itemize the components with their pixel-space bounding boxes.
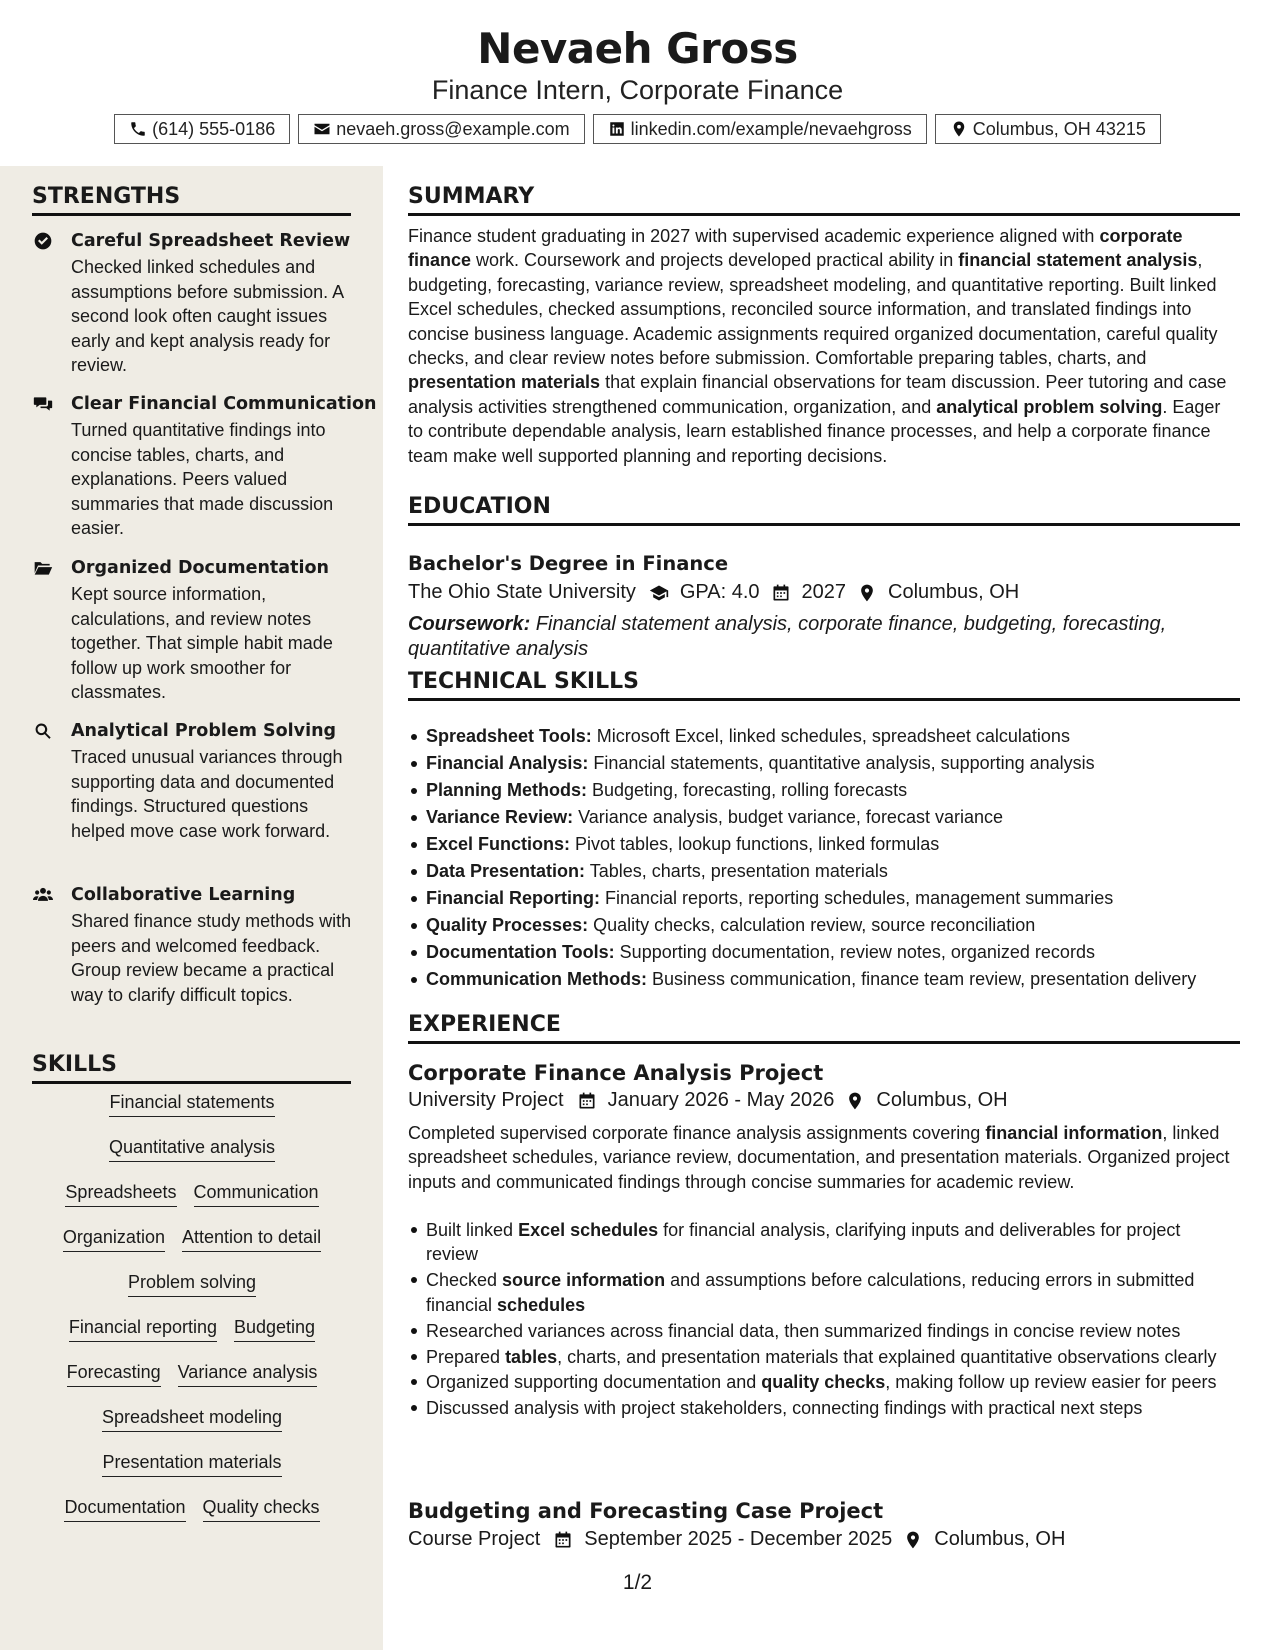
technical-skill-item <box>426 778 1240 805</box>
calendar-icon <box>577 1091 597 1111</box>
summary-heading: SUMMARY <box>408 184 1240 216</box>
skill-row <box>32 1497 352 1542</box>
contact-location <box>935 114 1161 144</box>
experience-meta <box>408 1528 1065 1551</box>
contact-bar <box>0 114 1275 144</box>
search-icon <box>32 721 54 743</box>
skill-values: Supporting documentation, review notes, organized records <box>614 942 1095 962</box>
text-run: Built linked <box>426 1220 519 1240</box>
technical-skill-item <box>426 940 1240 967</box>
phone-text: (614) 555-0186 <box>152 118 276 139</box>
contact-phone[interactable] <box>114 114 290 144</box>
technical-skill-item <box>426 751 1240 778</box>
experience-bullet <box>426 1319 1232 1343</box>
users-icon <box>32 885 54 907</box>
skill-row <box>32 1317 352 1362</box>
skill-values: Financial reports, reporting schedules, management summaries <box>600 888 1114 908</box>
skills-heading: SKILLS <box>32 1052 351 1084</box>
skill-values: Financial statements, quantitative analysis, supporting analysis <box>588 753 1095 773</box>
text-run: , linked spreadsheet schedules, variance review, documentation, and presentation materials. Organized project inputs and communicated findings through concise summaries for academic review. <box>408 1123 1230 1192</box>
skill-category: Variance Review: <box>426 807 574 827</box>
skill-tag: Problem solving <box>128 1272 256 1297</box>
skill-category: Planning Methods: <box>426 780 587 800</box>
emphasis-text: Excel schedules <box>518 1220 659 1240</box>
strength-title: Analytical Problem Solving <box>71 721 337 741</box>
check-circle-icon <box>32 231 54 253</box>
text-run: Completed supervised corporate finance analysis assignments covering <box>408 1123 986 1143</box>
skill-row <box>32 1452 352 1497</box>
text-run: , making follow up review easier for peers <box>885 1372 1217 1393</box>
coursework <box>408 612 1240 661</box>
skill-category: Financial Reporting: <box>426 888 601 908</box>
emphasis-text: tables <box>505 1346 558 1367</box>
technical-skills-heading: TECHNICAL SKILLS <box>408 669 1240 701</box>
skills-list <box>32 1092 352 1542</box>
contact-email[interactable] <box>298 114 584 144</box>
text-run: Prepared <box>426 1346 506 1367</box>
skill-category: Quality Processes: <box>426 915 589 935</box>
technical-skills-list <box>426 724 1240 994</box>
strength-title: Clear Financial Communication <box>71 394 377 414</box>
skill-category: Documentation Tools: <box>426 942 615 962</box>
map-marker-icon <box>845 1091 865 1111</box>
skill-category: Data Presentation: <box>426 861 586 881</box>
skill-values: Pivot tables, lookup functions, linked formulas <box>570 834 940 854</box>
map-marker-icon <box>903 1530 923 1550</box>
experience-dates: September 2025 - December 2025 <box>584 1528 893 1550</box>
graduation-year: 2027 <box>801 581 847 603</box>
experience-title: Budgeting and Forecasting Case Project <box>408 1499 884 1523</box>
education-heading: EDUCATION <box>408 494 1240 526</box>
strength-description: Shared finance study methods with peers and welcomed feedback. Group review became a practical way to clarify difficult topics. <box>71 911 352 1005</box>
skill-values: Variance analysis, budget variance, forecast variance <box>573 807 1003 827</box>
text-run: , charts, and presentation materials that explained quantitative observations clearly <box>557 1346 1217 1367</box>
skill-tag: Financial reporting <box>69 1317 217 1342</box>
skill-tag: Quantitative analysis <box>109 1137 275 1162</box>
folder-open-icon <box>32 558 54 580</box>
experience-location: Columbus, OH <box>934 1528 1066 1550</box>
skill-category: Spreadsheet Tools: <box>426 726 592 746</box>
school-name: The Ohio State University <box>408 581 636 603</box>
text-run: Organized supporting documentation and <box>426 1372 762 1393</box>
skill-tag: Attention to detail <box>182 1227 321 1252</box>
phone-icon <box>129 120 147 138</box>
skill-tag: Documentation <box>64 1497 185 1522</box>
linkedin-icon <box>608 120 626 138</box>
experience-bullet <box>426 1370 1232 1394</box>
skill-row <box>32 1407 352 1452</box>
emphasis-text: financial information <box>985 1123 1163 1143</box>
text-run: Checked <box>426 1270 503 1291</box>
skill-category: Excel Functions: <box>426 834 571 854</box>
skill-tag: Budgeting <box>234 1317 315 1342</box>
emphasis-text: financial statement analysis <box>958 250 1198 271</box>
calendar-icon <box>553 1530 573 1550</box>
calendar-icon <box>771 583 791 603</box>
skill-row <box>32 1272 352 1317</box>
emphasis-text: analytical problem solving <box>936 396 1163 417</box>
page-number: 1/2 <box>622 1571 653 1594</box>
experience-description <box>408 1121 1240 1194</box>
skill-row <box>32 1092 352 1137</box>
skill-row <box>32 1227 352 1272</box>
gpa-text: GPA: 4.0 <box>679 581 760 603</box>
technical-skill-item <box>426 913 1240 940</box>
emphasis-text: source information <box>502 1270 666 1291</box>
experience-dates: January 2026 - May 2026 <box>607 1089 835 1111</box>
strength-description: Turned quantitative findings into concise tables, charts, and explanations. Peers valued summaries that made discussion easier. <box>71 420 334 538</box>
candidate-name: Nevaeh Gross <box>477 24 798 73</box>
experience-bullet <box>426 1345 1232 1369</box>
technical-skill-item <box>426 805 1240 832</box>
skill-category: Communication Methods: <box>426 969 647 989</box>
technical-skill-item <box>426 859 1240 886</box>
technical-skill-item <box>426 832 1240 859</box>
experience-bullet <box>426 1218 1232 1267</box>
skill-row <box>32 1362 352 1407</box>
linkedin-text: linkedin.com/example/nevaehgross <box>630 118 912 139</box>
skill-values: Quality checks, calculation review, source reconciliation <box>588 915 1036 935</box>
strength-description: Traced unusual variances through supporting data and documented findings. Structured questions helped move case work forward. <box>71 747 343 841</box>
skill-tag: Quality checks <box>203 1497 320 1522</box>
education-meta <box>408 581 1019 604</box>
technical-skill-item <box>426 967 1240 994</box>
text-run: . Eager to contribute dependable analysis, learn established finance processes, and help a corporate finance team make well supported planning and reporting decisions. <box>408 396 1221 466</box>
comments-icon <box>32 394 54 416</box>
experience-org: University Project <box>408 1089 564 1111</box>
skill-tag: Spreadsheet modeling <box>102 1407 282 1432</box>
skill-tag: Organization <box>63 1227 165 1252</box>
graduation-cap-icon <box>649 583 669 603</box>
emphasis-text: corporate finance <box>408 226 1183 271</box>
candidate-title: Finance Intern, Corporate Finance <box>431 75 844 105</box>
skill-tag: Variance analysis <box>178 1362 318 1387</box>
technical-skill-item <box>426 724 1240 751</box>
experience-heading: EXPERIENCE <box>408 1012 1240 1044</box>
location-text: Columbus, OH 43215 <box>972 118 1146 139</box>
summary-text <box>408 224 1240 468</box>
skill-row <box>32 1182 352 1227</box>
skill-values: Microsoft Excel, linked schedules, spreadsheet calculations <box>591 726 1070 746</box>
strengths-heading: STRENGTHS <box>32 184 351 216</box>
map-marker-icon <box>857 583 877 603</box>
text-run: , budgeting, forecasting, variance review, spreadsheet modeling, and quantitative reporting. Built linked Excel schedules, checked assumptions, reconciled source information, and translated findings into concise business language. Academic assignments required organized documentation, careful quality checks, and clear review notes before submission. Comfortable preparing tables, charts, and <box>408 250 1218 369</box>
strength-title: Careful Spreadsheet Review <box>71 231 351 251</box>
skill-category: Financial Analysis: <box>426 753 589 773</box>
text-run: Discussed analysis with project stakeholders, connecting findings with practical next steps <box>426 1398 1143 1419</box>
text-run: Researched variances across financial data, then summarized findings in concise review notes <box>426 1320 1181 1341</box>
emphasis-text: schedules <box>497 1294 586 1315</box>
strength-description: Kept source information, calculations, and review notes together. That simple habit made follow up work smoother for classmates. <box>71 584 333 702</box>
strength-title: Organized Documentation <box>71 558 329 578</box>
text-run: Finance student graduating in 2027 with supervised academic experience aligned with <box>408 226 1100 246</box>
strength-title: Collaborative Learning <box>71 885 296 905</box>
email-text: nevaeh.gross@example.com <box>336 118 570 139</box>
degree-title: Bachelor's Degree in Finance <box>408 552 729 575</box>
text-run: that explain financial observations for team discussion. Peer tutoring and case analysis activities strengthened communication, organization, and <box>408 372 1227 417</box>
coursework-text: Financial statement analysis, corporate finance, budgeting, forecasting, quantitative analysis <box>408 613 1167 660</box>
skill-tag: Spreadsheets <box>65 1182 176 1207</box>
emphasis-text: quality checks <box>761 1372 886 1393</box>
text-run: and assumptions before calculations, reducing errors in submitted financial <box>426 1270 1195 1315</box>
experience-meta <box>408 1089 1008 1112</box>
skill-tag: Financial statements <box>109 1092 274 1117</box>
skill-tag: Forecasting <box>67 1362 161 1387</box>
skill-tag: Presentation materials <box>102 1452 281 1477</box>
experience-bullets <box>426 1218 1232 1422</box>
skill-values: Business communication, finance team review, presentation delivery <box>647 969 1197 989</box>
skill-row <box>32 1137 352 1182</box>
experience-title: Corporate Finance Analysis Project <box>408 1061 824 1085</box>
contact-linkedin[interactable] <box>593 114 927 144</box>
skill-tag: Communication <box>194 1182 319 1207</box>
map-marker-icon <box>950 120 968 138</box>
skill-values: Budgeting, forecasting, rolling forecasts <box>587 780 908 800</box>
envelope-icon <box>313 120 331 138</box>
resume-header <box>0 0 1275 166</box>
technical-skill-item <box>426 886 1240 913</box>
text-run: work. Coursework and projects developed practical ability in <box>471 250 959 271</box>
skill-values: Tables, charts, presentation materials <box>585 861 888 881</box>
emphasis-text: presentation materials <box>408 372 601 393</box>
strength-description: Checked linked schedules and assumptions before submission. A second look often caught issues early and kept analysis ready for review. <box>71 257 344 375</box>
coursework-label: Coursework: <box>408 613 531 635</box>
experience-org: Course Project <box>408 1528 541 1550</box>
experience-location: Columbus, OH <box>876 1089 1008 1111</box>
text-run: for financial analysis, clarifying inputs and deliverables for project review <box>426 1220 1181 1265</box>
experience-bullet <box>426 1268 1232 1317</box>
experience-bullet <box>426 1396 1232 1420</box>
school-location: Columbus, OH <box>888 581 1020 603</box>
